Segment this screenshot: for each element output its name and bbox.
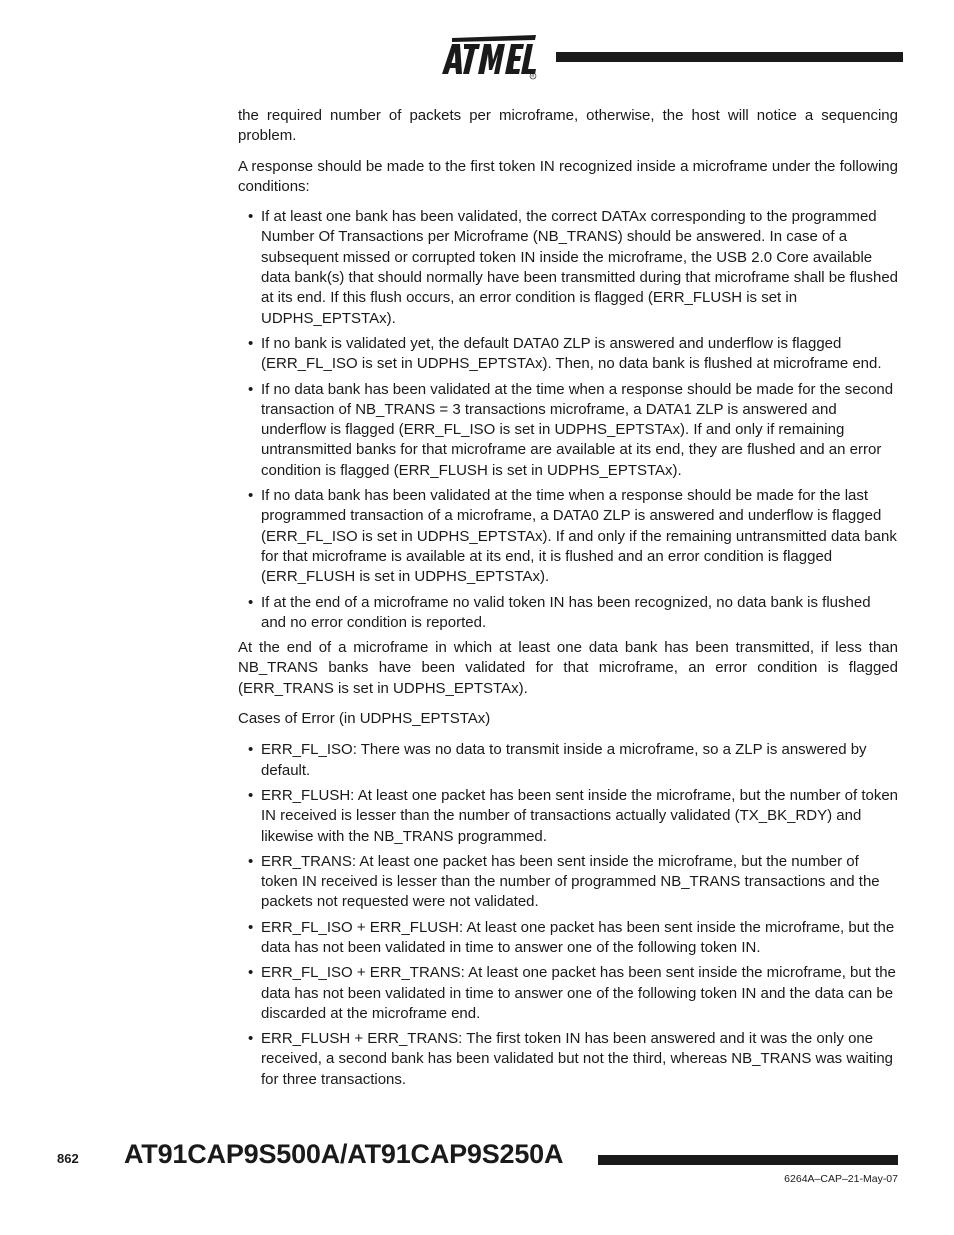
list-item-text: If at least one bank has been validated, the correct DATAx corresponding to the programmed Number Of Transactions per Microframe (NB_TRANS) should be answered. In case of a subsequent missed or corrupted token IN inside the microframe, the USB 2.0 Core available data bank(s) that should normally have been transmitted during that microframe shall be flushed at its end. If this flush occurs, an error condition is flagged (ERR_FLUSH is set in UDPHS_EPTSTAx). bbox=[261, 208, 899, 327]
list-item bbox=[248, 207, 898, 329]
document-title: AT91CAP9S500A/AT91CAP9S250A bbox=[124, 1139, 564, 1169]
bullet-glyph: • bbox=[248, 487, 254, 505]
list-item bbox=[248, 852, 898, 913]
paragraph: At the end of a microframe in which at least one data bank has been transmitted, if less than NB_TRANS banks have been validated for that microframe, an error condition is flagged (ERR_TRANS is set in UDPHS_EPTSTAx). bbox=[238, 639, 898, 697]
list-item-text: ERR_FLUSH + ERR_TRANS: The first token IN has been answered and it was the only one received, a second bank has been validated but not the third, whereas NB_TRANS was waiting for three transactions. bbox=[261, 1030, 894, 1088]
list-item-text: ERR_FLUSH: At least one packet has been sent inside the microframe, but the number of token IN received is lesser than the number of transactions actually validated (TX_BK_RDY) and likewise with the NB_TRANS programmed. bbox=[261, 786, 899, 845]
page-content bbox=[238, 106, 898, 1095]
list-item-text: ERR_FL_ISO + ERR_TRANS: At least one packet has been sent inside the microframe, but the data has not been validated in time to answer one of the following token IN and the data can be discarded at the microframe end. bbox=[261, 964, 896, 1022]
bullet-glyph: • bbox=[248, 786, 254, 804]
bullet-glyph: • bbox=[248, 380, 254, 398]
list-item bbox=[248, 963, 898, 1024]
list-item bbox=[248, 334, 898, 375]
atmel-logo bbox=[438, 32, 540, 80]
bullet-list-error-cases bbox=[238, 740, 898, 1090]
list-item bbox=[248, 740, 898, 781]
bullet-glyph: • bbox=[248, 964, 254, 982]
list-item-text: ERR_FL_ISO: There was no data to transmit inside a microframe, so a ZLP is answered by default. bbox=[261, 741, 867, 779]
document-reference: 6264A–CAP–21-May-07 bbox=[784, 1173, 898, 1185]
bullet-glyph: • bbox=[248, 1030, 254, 1048]
footer-rule bbox=[598, 1155, 898, 1165]
bullet-list-conditions bbox=[238, 207, 898, 633]
header-rule bbox=[556, 52, 903, 62]
list-item bbox=[248, 786, 898, 847]
bullet-glyph: • bbox=[248, 741, 254, 759]
bullet-glyph: • bbox=[248, 334, 254, 352]
page-number: 862 bbox=[57, 1151, 79, 1166]
bullet-glyph: • bbox=[248, 918, 254, 936]
svg-text:R: R bbox=[531, 73, 535, 79]
paragraph: Cases of Error (in UDPHS_EPTSTAx) bbox=[238, 710, 491, 728]
list-item-text: If at the end of a microframe no valid token IN has been recognized, no data bank is flushed and no error condition is reported. bbox=[261, 593, 871, 631]
list-item bbox=[248, 380, 898, 481]
list-item bbox=[248, 593, 898, 634]
list-item bbox=[248, 1029, 898, 1090]
paragraph: the required number of packets per microframe, otherwise, the host will notice a sequencing problem. bbox=[238, 107, 898, 145]
bullet-glyph: • bbox=[248, 852, 254, 870]
list-item bbox=[248, 486, 898, 587]
list-item-text: If no bank is validated yet, the default DATA0 ZLP is answered and underflow is flagged (ERR_FL_ISO is set in UDPHS_EPTSTAx). Then, no data bank is flushed at microframe end. bbox=[261, 334, 882, 373]
list-item-text: ERR_TRANS: At least one packet has been sent inside the microframe, but the number of token IN received is lesser than the number of programmed NB_TRANS transactions and the packets not requested were not validated. bbox=[261, 852, 880, 911]
list-item-text: If no data bank has been validated at the time when a response should be made for the last programmed transaction of a microframe, a DATA0 ZLP is answered and underflow is flagged (ERR_FL_ISO is set in UDPHS_EPTSTAx). If and only if the remaining untransmitted data bank for that microframe is available at its end, it is flushed and an error condition is flagged (ERR_FLUSH is set in UDPHS_EPTSTAx). bbox=[261, 487, 897, 586]
bullet-glyph: • bbox=[248, 208, 254, 226]
list-item bbox=[248, 918, 898, 959]
paragraph: A response should be made to the first token IN recognized inside a microframe under the following conditions: bbox=[238, 157, 898, 195]
bullet-glyph: • bbox=[248, 593, 254, 611]
list-item-text: ERR_FL_ISO + ERR_FLUSH: At least one packet has been sent inside the microframe, but the data has not been validated in time to answer one of the following token IN. bbox=[261, 918, 895, 956]
list-item-text: If no data bank has been validated at the time when a response should be made for the second transaction of NB_TRANS = 3 transactions microframe, a DATA1 ZLP is answered and underflow is flagged (ERR_FL_ISO is set in UDPHS_EPTSTAx). If and only if remaining untransmitted banks for that microframe are available at its end, they are flushed and an error condition is flagged (ERR_FLUSH is set in UDPHS_EPTSTAx). bbox=[261, 380, 894, 479]
